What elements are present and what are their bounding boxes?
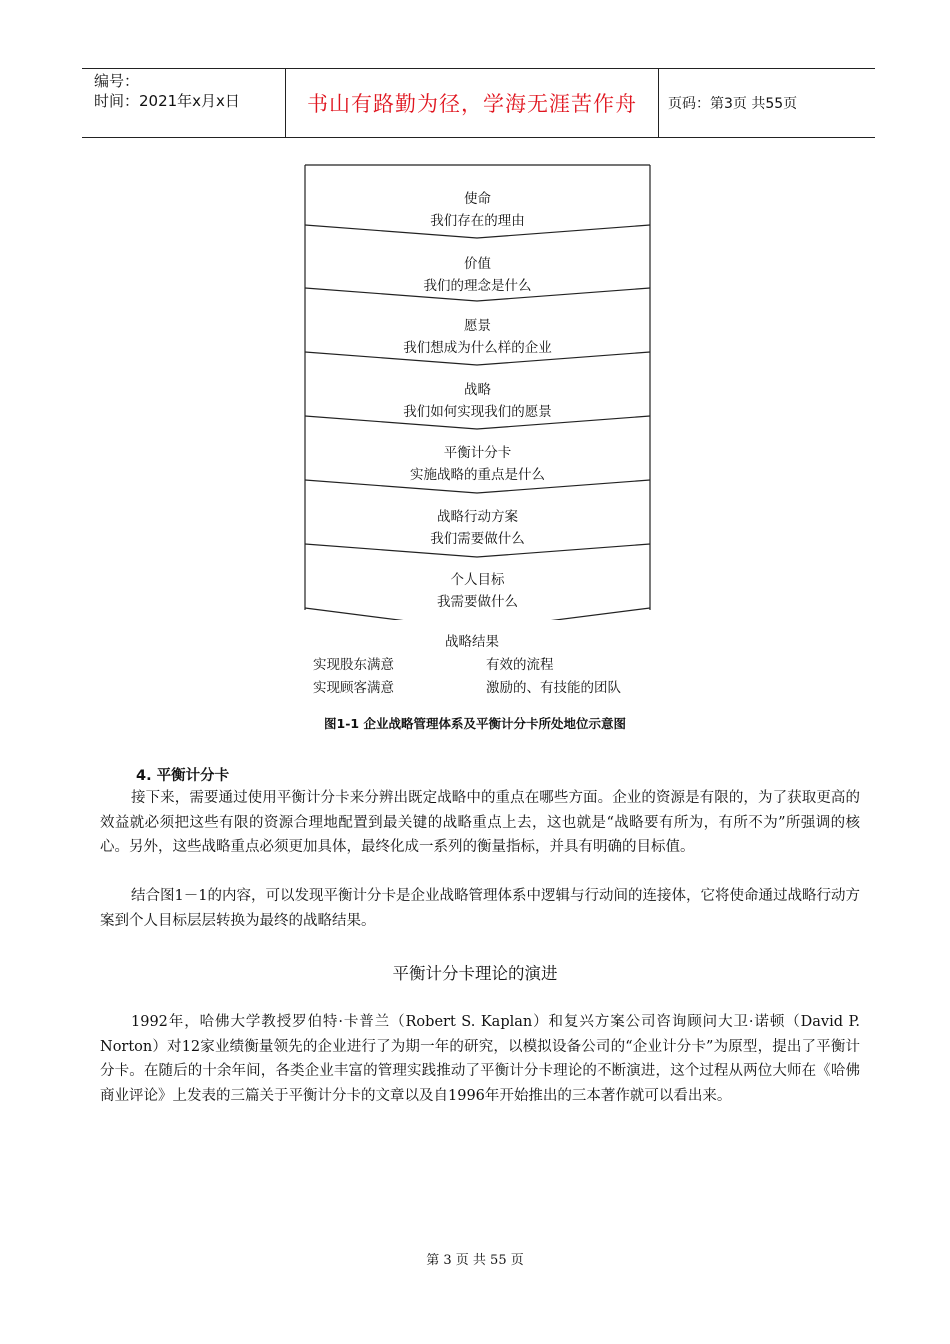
step-title: 愿景: [464, 318, 491, 334]
number-label: 编号：: [94, 72, 140, 90]
step-title: 个人目标: [450, 572, 505, 588]
results-title: 战略结果: [445, 634, 499, 650]
step-title: 战略: [464, 382, 491, 398]
figure-caption: 图1-1 企业战略管理体系及平衡计分卡所处地位示意图: [324, 716, 626, 731]
page-header: [82, 68, 875, 138]
page-footer: 第 3 页 共 55 页: [426, 1253, 524, 1268]
header-motto: 书山有路勤为径，学海无涯苦作舟: [285, 69, 659, 137]
body-paragraph: 1992年，哈佛大学教授罗伯特·卡普兰（Robert S. Kaplan）和复兴方案公司咨询顾问大卫·诺顿（David P. Norton）对12家业绩衡量领先的企业进行了为期一年的研究，以模拟设备公司的“企业计分卡”为原型，提出了平衡计分卡。在随后的十余年间，各类企业丰富的管理实践推动了平衡计分卡理论的不断演进，这个过程从两位大师在《哈佛商业评论》上发表的三篇关于平衡计分卡的文章以及自1996年开始推出的三本著作就可以看出来。: [100, 1014, 860, 1104]
result-item: 激励的、有技能的团队: [486, 680, 621, 696]
step-title: 使命: [464, 191, 491, 207]
step-title: 战略行动方案: [437, 509, 518, 525]
step-title: 平衡计分卡: [443, 445, 512, 461]
header-meta: [82, 69, 285, 137]
time-label: 时间：2021年x月x日: [94, 92, 240, 110]
step-subtitle: 我们的理念是什么: [423, 278, 532, 294]
step-subtitle: 我们如何实现我们的愿景: [403, 404, 552, 420]
result-item: 实现顾客满意: [313, 680, 394, 696]
step-action-plan: [305, 506, 650, 550]
body-paragraph: 接下来，需要通过使用平衡计分卡来分辨出既定战略中的重点在哪些方面。企业的资源是有限的，为了获取更高的效益就必须把这些有限的资源合理地配置到最关键的战略重点上去，这也就是“战略要有所为，有所不为”所强调的核心。另外，这些战略重点必须更加具体，最终化成一系列的衡量指标，并具有明确的目标值。: [100, 790, 860, 855]
step-subtitle: 我们需要做什么: [430, 531, 525, 547]
evolution-title: 平衡计分卡理论的演进: [392, 964, 558, 983]
step-personal-goals: [305, 569, 650, 613]
step-vision: [305, 315, 650, 359]
section-title: 4. 平衡计分卡: [136, 768, 230, 784]
step-subtitle: 我们存在的理由: [430, 213, 525, 229]
step-values: [305, 253, 650, 297]
step-balanced-scorecard: [305, 442, 650, 486]
step-subtitle: 我需要做什么: [437, 594, 518, 610]
result-item: 实现股东满意: [313, 657, 394, 673]
step-mission: [305, 188, 650, 232]
header-page-info: 页码：第3页 共55页: [668, 96, 798, 112]
step-title: 价值: [464, 256, 491, 272]
strategy-hierarchy-diagram: [300, 160, 655, 620]
body-paragraph: 结合图1－1的内容，可以发现平衡计分卡是企业战略管理体系中逻辑与行动间的连接体，它将使命通过战略行动方案到个人目标层层转换为最终的战略结果。: [100, 888, 860, 929]
step-subtitle: 实施战略的重点是什么: [410, 467, 545, 483]
step-strategy: [305, 379, 650, 423]
step-subtitle: 我们想成为什么样的企业: [403, 340, 552, 356]
result-item: 有效的流程: [486, 657, 554, 673]
